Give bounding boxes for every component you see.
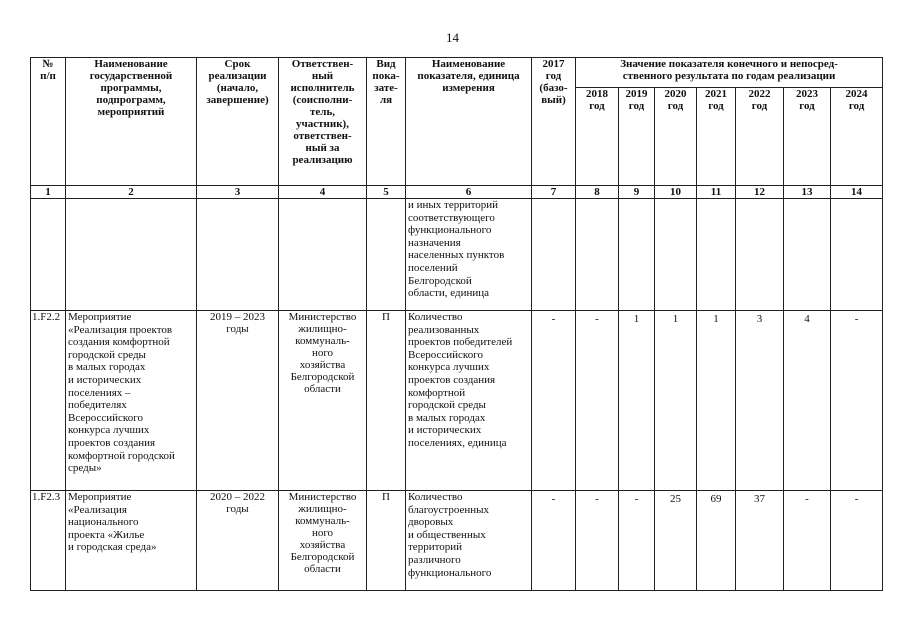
header-program-name: Наименование государственной программы, подпрограмм, мероприятий bbox=[66, 58, 197, 186]
column-number: 11 bbox=[697, 186, 736, 199]
table-row bbox=[31, 199, 883, 311]
row-value bbox=[619, 199, 655, 311]
row-type: П bbox=[367, 311, 406, 491]
row-value: 3 bbox=[736, 311, 784, 491]
header-executor: Ответствен- ный исполнитель (соисполни- тель, участник), ответствен- ный за реализацию bbox=[279, 58, 367, 186]
row-code bbox=[31, 199, 66, 311]
table-row bbox=[31, 311, 883, 491]
column-number: 8 bbox=[576, 186, 619, 199]
row-executor: Министерство жилищно- коммуналь- ного хозяйства Белгородской области bbox=[279, 311, 367, 491]
row-value bbox=[655, 199, 697, 311]
row-name: Мероприятие «Реализация проектов создания комфортной городской среды в малых городах и исторических поселениях – победителях Всероссийского конкурса лучших проектов создания комфортной городской среды» bbox=[66, 311, 197, 491]
header-number: № п/п bbox=[31, 58, 66, 186]
row-value: 69 bbox=[697, 491, 736, 591]
row-type: П bbox=[367, 491, 406, 591]
row-value bbox=[532, 199, 576, 311]
row-type bbox=[367, 199, 406, 311]
row-value: 25 bbox=[655, 491, 697, 591]
indicators-table bbox=[30, 57, 883, 591]
row-indicator: и иных территорий соответствующего функционального назначения населенных пунктов поселений Белгородской области, единица bbox=[406, 199, 532, 311]
row-value: 1 bbox=[697, 311, 736, 491]
column-number: 2 bbox=[66, 186, 197, 199]
row-value: - bbox=[576, 311, 619, 491]
row-code: 1.F2.2 bbox=[31, 311, 66, 491]
column-number: 4 bbox=[279, 186, 367, 199]
row-value: - bbox=[831, 491, 883, 591]
column-number: 10 bbox=[655, 186, 697, 199]
column-numbers-row bbox=[31, 186, 883, 199]
row-name bbox=[66, 199, 197, 311]
row-value: - bbox=[532, 491, 576, 591]
row-value: - bbox=[532, 311, 576, 491]
row-period: 2020 – 2022 годы bbox=[197, 491, 279, 591]
column-number: 14 bbox=[831, 186, 883, 199]
header-year: 2023 год bbox=[784, 88, 831, 186]
row-executor: Министерство жилищно- коммуналь- ного хозяйства Белгородской области bbox=[279, 491, 367, 591]
row-value: - bbox=[619, 491, 655, 591]
row-value bbox=[576, 199, 619, 311]
header-year: 2024 год bbox=[831, 88, 883, 186]
column-number: 1 bbox=[31, 186, 66, 199]
column-number: 7 bbox=[532, 186, 576, 199]
header-year: 2021 год bbox=[697, 88, 736, 186]
column-number: 3 bbox=[197, 186, 279, 199]
row-value: - bbox=[784, 491, 831, 591]
header-values-group: Значение показателя конечного и непосред- ственного результата по годам реализации bbox=[576, 58, 883, 88]
row-indicator: Количество реализованных проектов победителей Всероссийского конкурса лучших проектов создания комфортной городской среды в малых городах и исторических поселениях, единица bbox=[406, 311, 532, 491]
header-year: 2018 год bbox=[576, 88, 619, 186]
row-code: 1.F2.3 bbox=[31, 491, 66, 591]
column-number: 9 bbox=[619, 186, 655, 199]
row-value: 1 bbox=[619, 311, 655, 491]
header-period: Срок реализации (начало, завершение) bbox=[197, 58, 279, 186]
column-number: 12 bbox=[736, 186, 784, 199]
row-value bbox=[831, 199, 883, 311]
row-value: 1 bbox=[655, 311, 697, 491]
header-indicator-type: Вид пока- зате- ля bbox=[367, 58, 406, 186]
table-row bbox=[31, 491, 883, 591]
header-year: 2022 год bbox=[736, 88, 784, 186]
row-period: 2019 – 2023 годы bbox=[197, 311, 279, 491]
row-value: - bbox=[576, 491, 619, 591]
row-value bbox=[784, 199, 831, 311]
row-value bbox=[736, 199, 784, 311]
row-period bbox=[197, 199, 279, 311]
row-name: Мероприятие «Реализация национального проекта «Жилье и городская среда» bbox=[66, 491, 197, 591]
header-year: 2020 год bbox=[655, 88, 697, 186]
row-value: - bbox=[831, 311, 883, 491]
row-value: 37 bbox=[736, 491, 784, 591]
header-year: 2019 год bbox=[619, 88, 655, 186]
page-number: 14 bbox=[446, 30, 459, 45]
column-number: 5 bbox=[367, 186, 406, 199]
row-indicator: Количество благоустроенных дворовых и общественных территорий различного функционального bbox=[406, 491, 532, 591]
row-executor bbox=[279, 199, 367, 311]
header-indicator-name: Наименование показателя, единица измерения bbox=[406, 58, 532, 186]
row-value bbox=[697, 199, 736, 311]
header-row bbox=[31, 58, 883, 88]
row-value: 4 bbox=[784, 311, 831, 491]
header-base-year: 2017 год (базо- вый) bbox=[532, 58, 576, 186]
column-number: 6 bbox=[406, 186, 532, 199]
column-number: 13 bbox=[784, 186, 831, 199]
